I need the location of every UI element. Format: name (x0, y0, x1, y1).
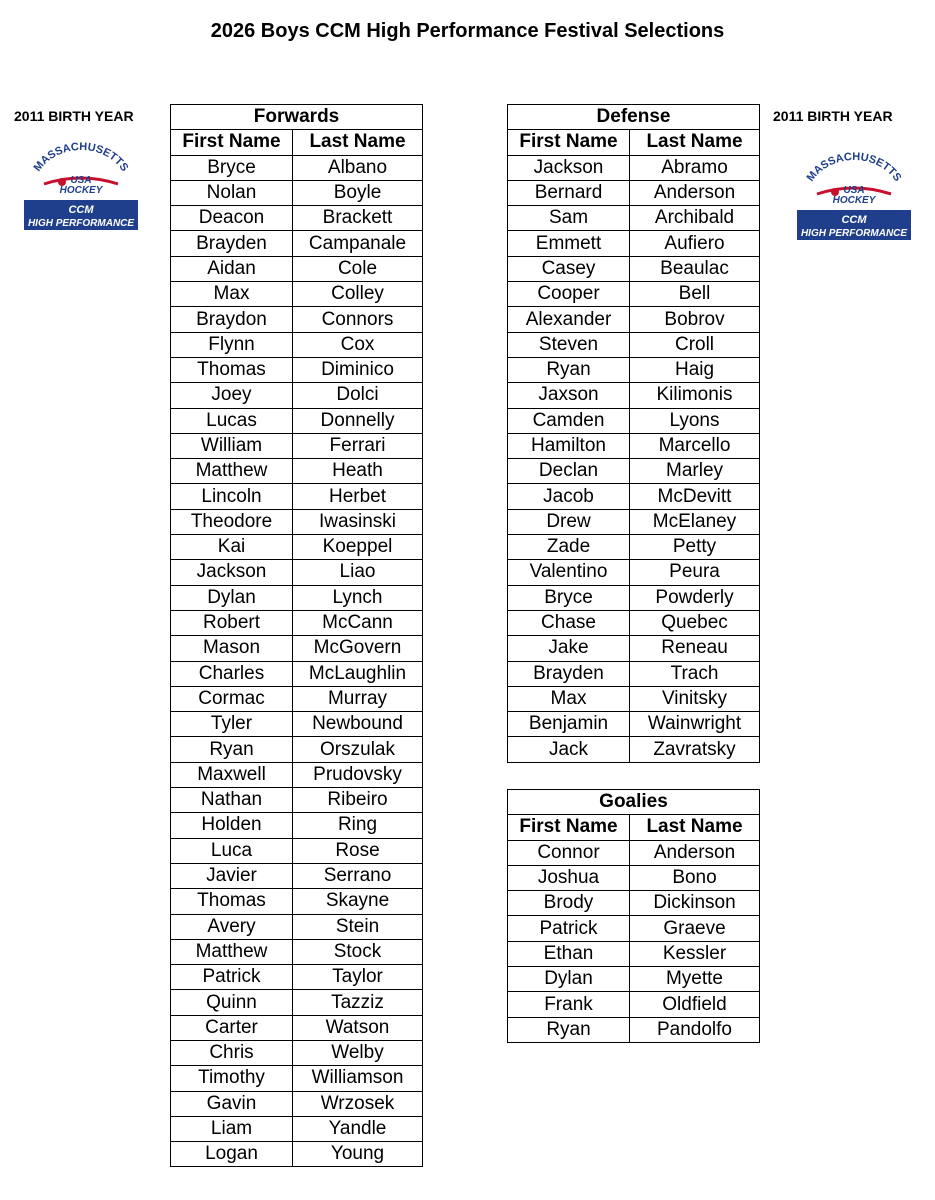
last-name-cell: Reneau (630, 636, 760, 661)
first-name-cell: Gavin (171, 1091, 293, 1116)
first-name-cell: Mason (171, 636, 293, 661)
svg-text:CCM: CCM (841, 214, 867, 226)
last-name-cell: Iwasinski (293, 509, 423, 534)
first-name-cell: Jackson (171, 560, 293, 585)
svg-text:MASSACHUSETTS: MASSACHUSETTS (804, 150, 904, 184)
first-name-cell: Declan (508, 459, 630, 484)
first-name-cell: Jaxson (508, 383, 630, 408)
table-row (171, 535, 423, 560)
last-name-cell: Myette (630, 967, 760, 992)
last-name-cell: Connors (293, 307, 423, 332)
last-name-cell: Lyons (630, 408, 760, 433)
table-row (171, 990, 423, 1015)
last-name-cell: Stock (293, 939, 423, 964)
first-name-cell: Connor (508, 840, 630, 865)
first-name-cell: Quinn (171, 990, 293, 1015)
first-name-cell: Chase (508, 610, 630, 635)
table-row (171, 307, 423, 332)
first-name-cell: Alexander (508, 307, 630, 332)
last-name-cell: Zavratsky (630, 737, 760, 762)
table-row (171, 1142, 423, 1167)
table-row (171, 965, 423, 990)
last-name-cell: Yandle (293, 1116, 423, 1141)
last-name-cell: Anderson (630, 180, 760, 205)
first-name-cell: Camden (508, 408, 630, 433)
last-name-cell: Peura (630, 560, 760, 585)
first-name-cell: Avery (171, 914, 293, 939)
last-name-cell: Bono (630, 865, 760, 890)
table-row (171, 509, 423, 534)
table-row (508, 332, 760, 357)
last-name-cell: Boyle (293, 180, 423, 205)
last-name-cell: Cox (293, 332, 423, 357)
table-row (171, 1091, 423, 1116)
table-row (508, 967, 760, 992)
first-name-cell: Nathan (171, 788, 293, 813)
table-row (171, 889, 423, 914)
last-name-cell: Ribeiro (293, 788, 423, 813)
last-name-cell: Donnelly (293, 408, 423, 433)
table-row (508, 941, 760, 966)
table-row (171, 1015, 423, 1040)
table-row (508, 686, 760, 711)
goalies-title: Goalies (508, 790, 760, 815)
table-row (171, 206, 423, 231)
goalies-table (507, 789, 760, 1043)
table-row (171, 661, 423, 686)
first-name-cell: Valentino (508, 560, 630, 585)
first-name-cell: Lincoln (171, 484, 293, 509)
svg-text:HIGH PERFORMANCE: HIGH PERFORMANCE (800, 228, 908, 239)
last-name-cell: Stein (293, 914, 423, 939)
forwards-rows (171, 155, 423, 1167)
table-row (508, 484, 760, 509)
last-name-cell: Murray (293, 686, 423, 711)
first-name-cell: Luca (171, 838, 293, 863)
table-row (171, 712, 423, 737)
last-name-header: Last Name (630, 815, 760, 840)
table-row (508, 256, 760, 281)
last-name-cell: Croll (630, 332, 760, 357)
table-row (171, 813, 423, 838)
last-name-cell: Abramo (630, 155, 760, 180)
first-name-cell: Joshua (508, 865, 630, 890)
first-name-cell: Javier (171, 863, 293, 888)
first-name-cell: Cooper (508, 282, 630, 307)
first-name-cell: Jake (508, 636, 630, 661)
first-name-cell: Aidan (171, 256, 293, 281)
first-name-cell: Benjamin (508, 712, 630, 737)
table-row (171, 408, 423, 433)
first-name-cell: Nolan (171, 180, 293, 205)
first-name-cell: Maxwell (171, 762, 293, 787)
last-name-cell: Powderly (630, 585, 760, 610)
last-name-cell: Marcello (630, 433, 760, 458)
birth-year-label-left: 2011 BIRTH YEAR (14, 108, 134, 124)
first-name-cell: Patrick (508, 916, 630, 941)
first-name-cell: Kai (171, 535, 293, 560)
last-name-header: Last Name (293, 130, 423, 155)
svg-text:CCM: CCM (68, 204, 94, 216)
last-name-cell: Young (293, 1142, 423, 1167)
first-name-cell: Brayden (171, 231, 293, 256)
mass-hockey-logo-right (795, 150, 913, 240)
defense-rows (508, 155, 760, 762)
table-row (171, 686, 423, 711)
table-row (171, 357, 423, 382)
first-name-cell: Patrick (171, 965, 293, 990)
first-name-cell: Brayden (508, 661, 630, 686)
svg-text:HOCKEY: HOCKEY (59, 185, 103, 196)
last-name-cell: McCann (293, 610, 423, 635)
birth-year-label-right: 2011 BIRTH YEAR (773, 108, 893, 124)
first-name-cell: Steven (508, 332, 630, 357)
first-name-cell: Frank (508, 992, 630, 1017)
first-name-cell: Robert (171, 610, 293, 635)
table-row (508, 1017, 760, 1042)
first-name-cell: Lucas (171, 408, 293, 433)
table-row (171, 459, 423, 484)
defense-table (507, 104, 760, 763)
first-name-cell: Holden (171, 813, 293, 838)
table-row (171, 610, 423, 635)
last-name-cell: Pandolfo (630, 1017, 760, 1042)
first-name-cell: Jack (508, 737, 630, 762)
table-row (171, 737, 423, 762)
first-name-header: First Name (508, 130, 630, 155)
last-name-cell: Anderson (630, 840, 760, 865)
first-name-cell: Jackson (508, 155, 630, 180)
first-name-cell: Braydon (171, 307, 293, 332)
last-name-cell: Taylor (293, 965, 423, 990)
first-name-cell: Jacob (508, 484, 630, 509)
mass-hockey-logo-left (22, 140, 140, 230)
last-name-cell: Kilimonis (630, 383, 760, 408)
table-row (171, 560, 423, 585)
last-name-cell: Campanale (293, 231, 423, 256)
table-row (508, 231, 760, 256)
svg-text:HOCKEY: HOCKEY (832, 195, 876, 206)
last-name-cell: Newbound (293, 712, 423, 737)
last-name-cell: Marley (630, 459, 760, 484)
last-name-cell: Liao (293, 560, 423, 585)
first-name-cell: Charles (171, 661, 293, 686)
svg-text:HIGH PERFORMANCE: HIGH PERFORMANCE (27, 218, 135, 229)
table-row (508, 509, 760, 534)
table-row (508, 610, 760, 635)
first-name-cell: Bryce (171, 155, 293, 180)
table-row (508, 712, 760, 737)
first-name-cell: Hamilton (508, 433, 630, 458)
table-row (508, 636, 760, 661)
first-name-cell: Bryce (508, 585, 630, 610)
last-name-cell: Archibald (630, 206, 760, 231)
last-name-cell: Koeppel (293, 535, 423, 560)
last-name-cell: Dickinson (630, 891, 760, 916)
table-row (171, 433, 423, 458)
table-row (171, 585, 423, 610)
last-name-cell: Bobrov (630, 307, 760, 332)
first-name-cell: Liam (171, 1116, 293, 1141)
last-name-cell: Petty (630, 535, 760, 560)
last-name-cell: Herbet (293, 484, 423, 509)
page-title: 2026 Boys CCM High Performance Festival Selections (210, 20, 725, 42)
first-name-cell: Bernard (508, 180, 630, 205)
table-row (171, 484, 423, 509)
table-row (508, 840, 760, 865)
last-name-cell: Ring (293, 813, 423, 838)
first-name-cell: Ryan (508, 357, 630, 382)
first-name-cell: Brody (508, 891, 630, 916)
first-name-cell: Dylan (508, 967, 630, 992)
first-name-cell: Max (508, 686, 630, 711)
first-name-cell: Tyler (171, 712, 293, 737)
table-row (508, 560, 760, 585)
first-name-cell: Thomas (171, 889, 293, 914)
table-row (508, 585, 760, 610)
first-name-cell: Thomas (171, 357, 293, 382)
first-name-cell: Flynn (171, 332, 293, 357)
last-name-cell: Vinitsky (630, 686, 760, 711)
first-name-cell: William (171, 433, 293, 458)
first-name-cell: Matthew (171, 939, 293, 964)
last-name-cell: Trach (630, 661, 760, 686)
last-name-cell: Albano (293, 155, 423, 180)
last-name-cell: Serrano (293, 863, 423, 888)
first-name-cell: Cormac (171, 686, 293, 711)
first-name-cell: Ryan (171, 737, 293, 762)
last-name-cell: Diminico (293, 357, 423, 382)
goalies-rows (508, 840, 760, 1042)
table-row (508, 661, 760, 686)
last-name-cell: Haig (630, 357, 760, 382)
table-row (171, 762, 423, 787)
svg-text:USA: USA (70, 175, 92, 186)
last-name-cell: Beaulac (630, 256, 760, 281)
table-row (508, 155, 760, 180)
first-name-cell: Sam (508, 206, 630, 231)
last-name-cell: Skayne (293, 889, 423, 914)
table-row (171, 863, 423, 888)
last-name-cell: McLaughlin (293, 661, 423, 686)
table-row (171, 383, 423, 408)
last-name-cell: Wrzosek (293, 1091, 423, 1116)
table-row (508, 307, 760, 332)
last-name-cell: Aufiero (630, 231, 760, 256)
table-row (171, 636, 423, 661)
forwards-table (170, 104, 423, 1167)
last-name-cell: Wainwright (630, 712, 760, 737)
table-row (508, 282, 760, 307)
first-name-cell: Dylan (171, 585, 293, 610)
first-name-cell: Ethan (508, 941, 630, 966)
first-name-cell: Ryan (508, 1017, 630, 1042)
last-name-cell: Graeve (630, 916, 760, 941)
table-row (171, 1066, 423, 1091)
forwards-title: Forwards (171, 105, 423, 130)
first-name-header: First Name (508, 815, 630, 840)
first-name-cell: Timothy (171, 1066, 293, 1091)
table-row (508, 357, 760, 382)
table-row (508, 535, 760, 560)
first-name-cell: Emmett (508, 231, 630, 256)
table-row (171, 231, 423, 256)
first-name-cell: Theodore (171, 509, 293, 534)
last-name-cell: Dolci (293, 383, 423, 408)
table-row (171, 155, 423, 180)
last-name-cell: Bell (630, 282, 760, 307)
table-row (171, 256, 423, 281)
table-row (508, 737, 760, 762)
svg-text:MASSACHUSETTS: MASSACHUSETTS (31, 140, 131, 174)
last-name-cell: McElaney (630, 509, 760, 534)
table-row (171, 332, 423, 357)
last-name-cell: Lynch (293, 585, 423, 610)
table-row (508, 206, 760, 231)
last-name-cell: Orszulak (293, 737, 423, 762)
first-name-cell: Carter (171, 1015, 293, 1040)
last-name-cell: Oldfield (630, 992, 760, 1017)
first-name-cell: Casey (508, 256, 630, 281)
table-row (171, 838, 423, 863)
table-row (171, 1116, 423, 1141)
last-name-cell: Prudovsky (293, 762, 423, 787)
table-row (171, 939, 423, 964)
first-name-cell: Chris (171, 1040, 293, 1065)
last-name-cell: McGovern (293, 636, 423, 661)
table-row (508, 916, 760, 941)
table-row (508, 180, 760, 205)
last-name-header: Last Name (630, 130, 760, 155)
last-name-cell: Brackett (293, 206, 423, 231)
first-name-cell: Drew (508, 509, 630, 534)
last-name-cell: Kessler (630, 941, 760, 966)
last-name-cell: Cole (293, 256, 423, 281)
defense-title: Defense (508, 105, 760, 130)
table-row (171, 282, 423, 307)
table-row (171, 788, 423, 813)
last-name-cell: Quebec (630, 610, 760, 635)
table-row (508, 865, 760, 890)
first-name-header: First Name (171, 130, 293, 155)
last-name-cell: Welby (293, 1040, 423, 1065)
table-row (171, 180, 423, 205)
last-name-cell: Watson (293, 1015, 423, 1040)
table-row (508, 408, 760, 433)
first-name-cell: Max (171, 282, 293, 307)
table-row (508, 992, 760, 1017)
last-name-cell: Williamson (293, 1066, 423, 1091)
first-name-cell: Joey (171, 383, 293, 408)
table-row (508, 433, 760, 458)
table-row (508, 383, 760, 408)
table-row (171, 1040, 423, 1065)
last-name-cell: Rose (293, 838, 423, 863)
last-name-cell: Colley (293, 282, 423, 307)
last-name-cell: Tazziz (293, 990, 423, 1015)
table-row (508, 459, 760, 484)
table-row (508, 891, 760, 916)
first-name-cell: Matthew (171, 459, 293, 484)
svg-text:USA: USA (843, 185, 865, 196)
last-name-cell: Heath (293, 459, 423, 484)
first-name-cell: Logan (171, 1142, 293, 1167)
first-name-cell: Zade (508, 535, 630, 560)
first-name-cell: Deacon (171, 206, 293, 231)
table-row (171, 914, 423, 939)
last-name-cell: McDevitt (630, 484, 760, 509)
last-name-cell: Ferrari (293, 433, 423, 458)
